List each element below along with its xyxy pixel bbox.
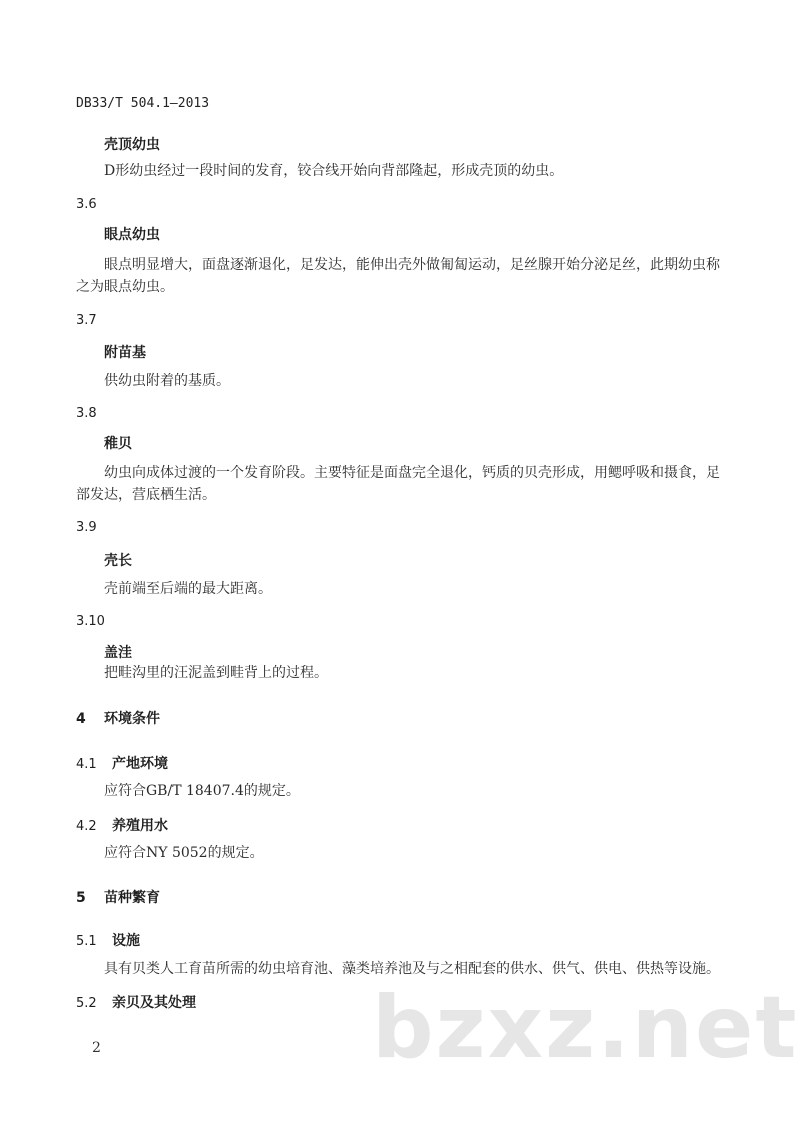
clause-number-3-8: 3.8 [76,406,97,421]
term-shell-length: 壳长 [104,553,132,569]
section-4-title: 环境条件 [104,711,160,727]
page-number: 2 [92,1040,101,1056]
definition-mud-covering: 把畦沟里的汪泥盖到畦背上的过程。 [104,665,328,681]
clause-number-3-6: 3.6 [76,197,97,212]
subsection-5-1-title: 设施 [112,933,140,949]
subsection-5-2-heading [76,992,196,1012]
site-watermark: bzxz.net [372,978,799,1078]
section-5-number: 5 [76,890,86,906]
term-settlement-substrate: 附苗基 [104,345,146,361]
clause-number-3-9: 3.9 [76,520,97,535]
subsection-5-1-number: 5.1 [76,934,97,949]
term-shell-top-larva: 壳顶幼虫 [104,137,160,153]
clause-number-3-10: 3.10 [76,614,105,629]
section-4-number: 4 [76,711,86,727]
section-4-heading [76,708,160,728]
subsection-5-1-heading [76,930,140,950]
subsection-4-1-heading [76,753,168,773]
term-eyespot-larva: 眼点幼虫 [104,227,160,243]
subsection-4-1-number: 4.1 [76,757,97,772]
subsection-4-2-heading [76,815,168,835]
term-juvenile-clam: 稚贝 [104,436,132,452]
subsection-4-2-text: 应符合NY 5052的规定。 [104,845,264,861]
section-5-title: 苗种繁育 [104,890,160,906]
standard-code-header: DB33/T 504.1—2013 [76,96,210,111]
subsection-5-2-number: 5.2 [76,996,97,1011]
section-5-heading [76,887,160,907]
subsection-4-2-title: 养殖用水 [112,818,168,834]
definition-settlement-substrate: 供幼虫附着的基质。 [104,373,230,389]
subsection-5-1-text: 具有贝类人工育苗所需的幼虫培育池、藻类培养池及与之相配套的供水、供气、供电、供热等设施。 [104,961,720,977]
definition-shell-top-larva: D形幼虫经过一段时间的发育，铰合线开始向背部隆起，形成壳顶的幼虫。 [104,163,564,179]
clause-number-3-7: 3.7 [76,313,97,328]
definition-shell-length: 壳前端至后端的最大距离。 [104,581,272,597]
term-mud-covering: 盖洼 [104,645,132,661]
subsection-5-2-title: 亲贝及其处理 [112,995,196,1011]
subsection-4-2-number: 4.2 [76,819,97,834]
subsection-4-1-title: 产地环境 [112,756,168,772]
definition-eyespot-larva: 眼点明显增大，面盘逐渐退化，足发达，能伸出壳外做匍匐运动，足丝腺开始分泌足丝，此期幼虫称之为眼点幼虫。 [76,257,720,295]
subsection-4-1-text: 应符合GB/T 18407.4的规定。 [104,783,300,799]
definition-juvenile-clam: 幼虫向成体过渡的一个发育阶段。主要特征是面盘完全退化，钙质的贝壳形成，用鳃呼吸和摄食，足部发达，营底栖生活。 [76,465,720,503]
